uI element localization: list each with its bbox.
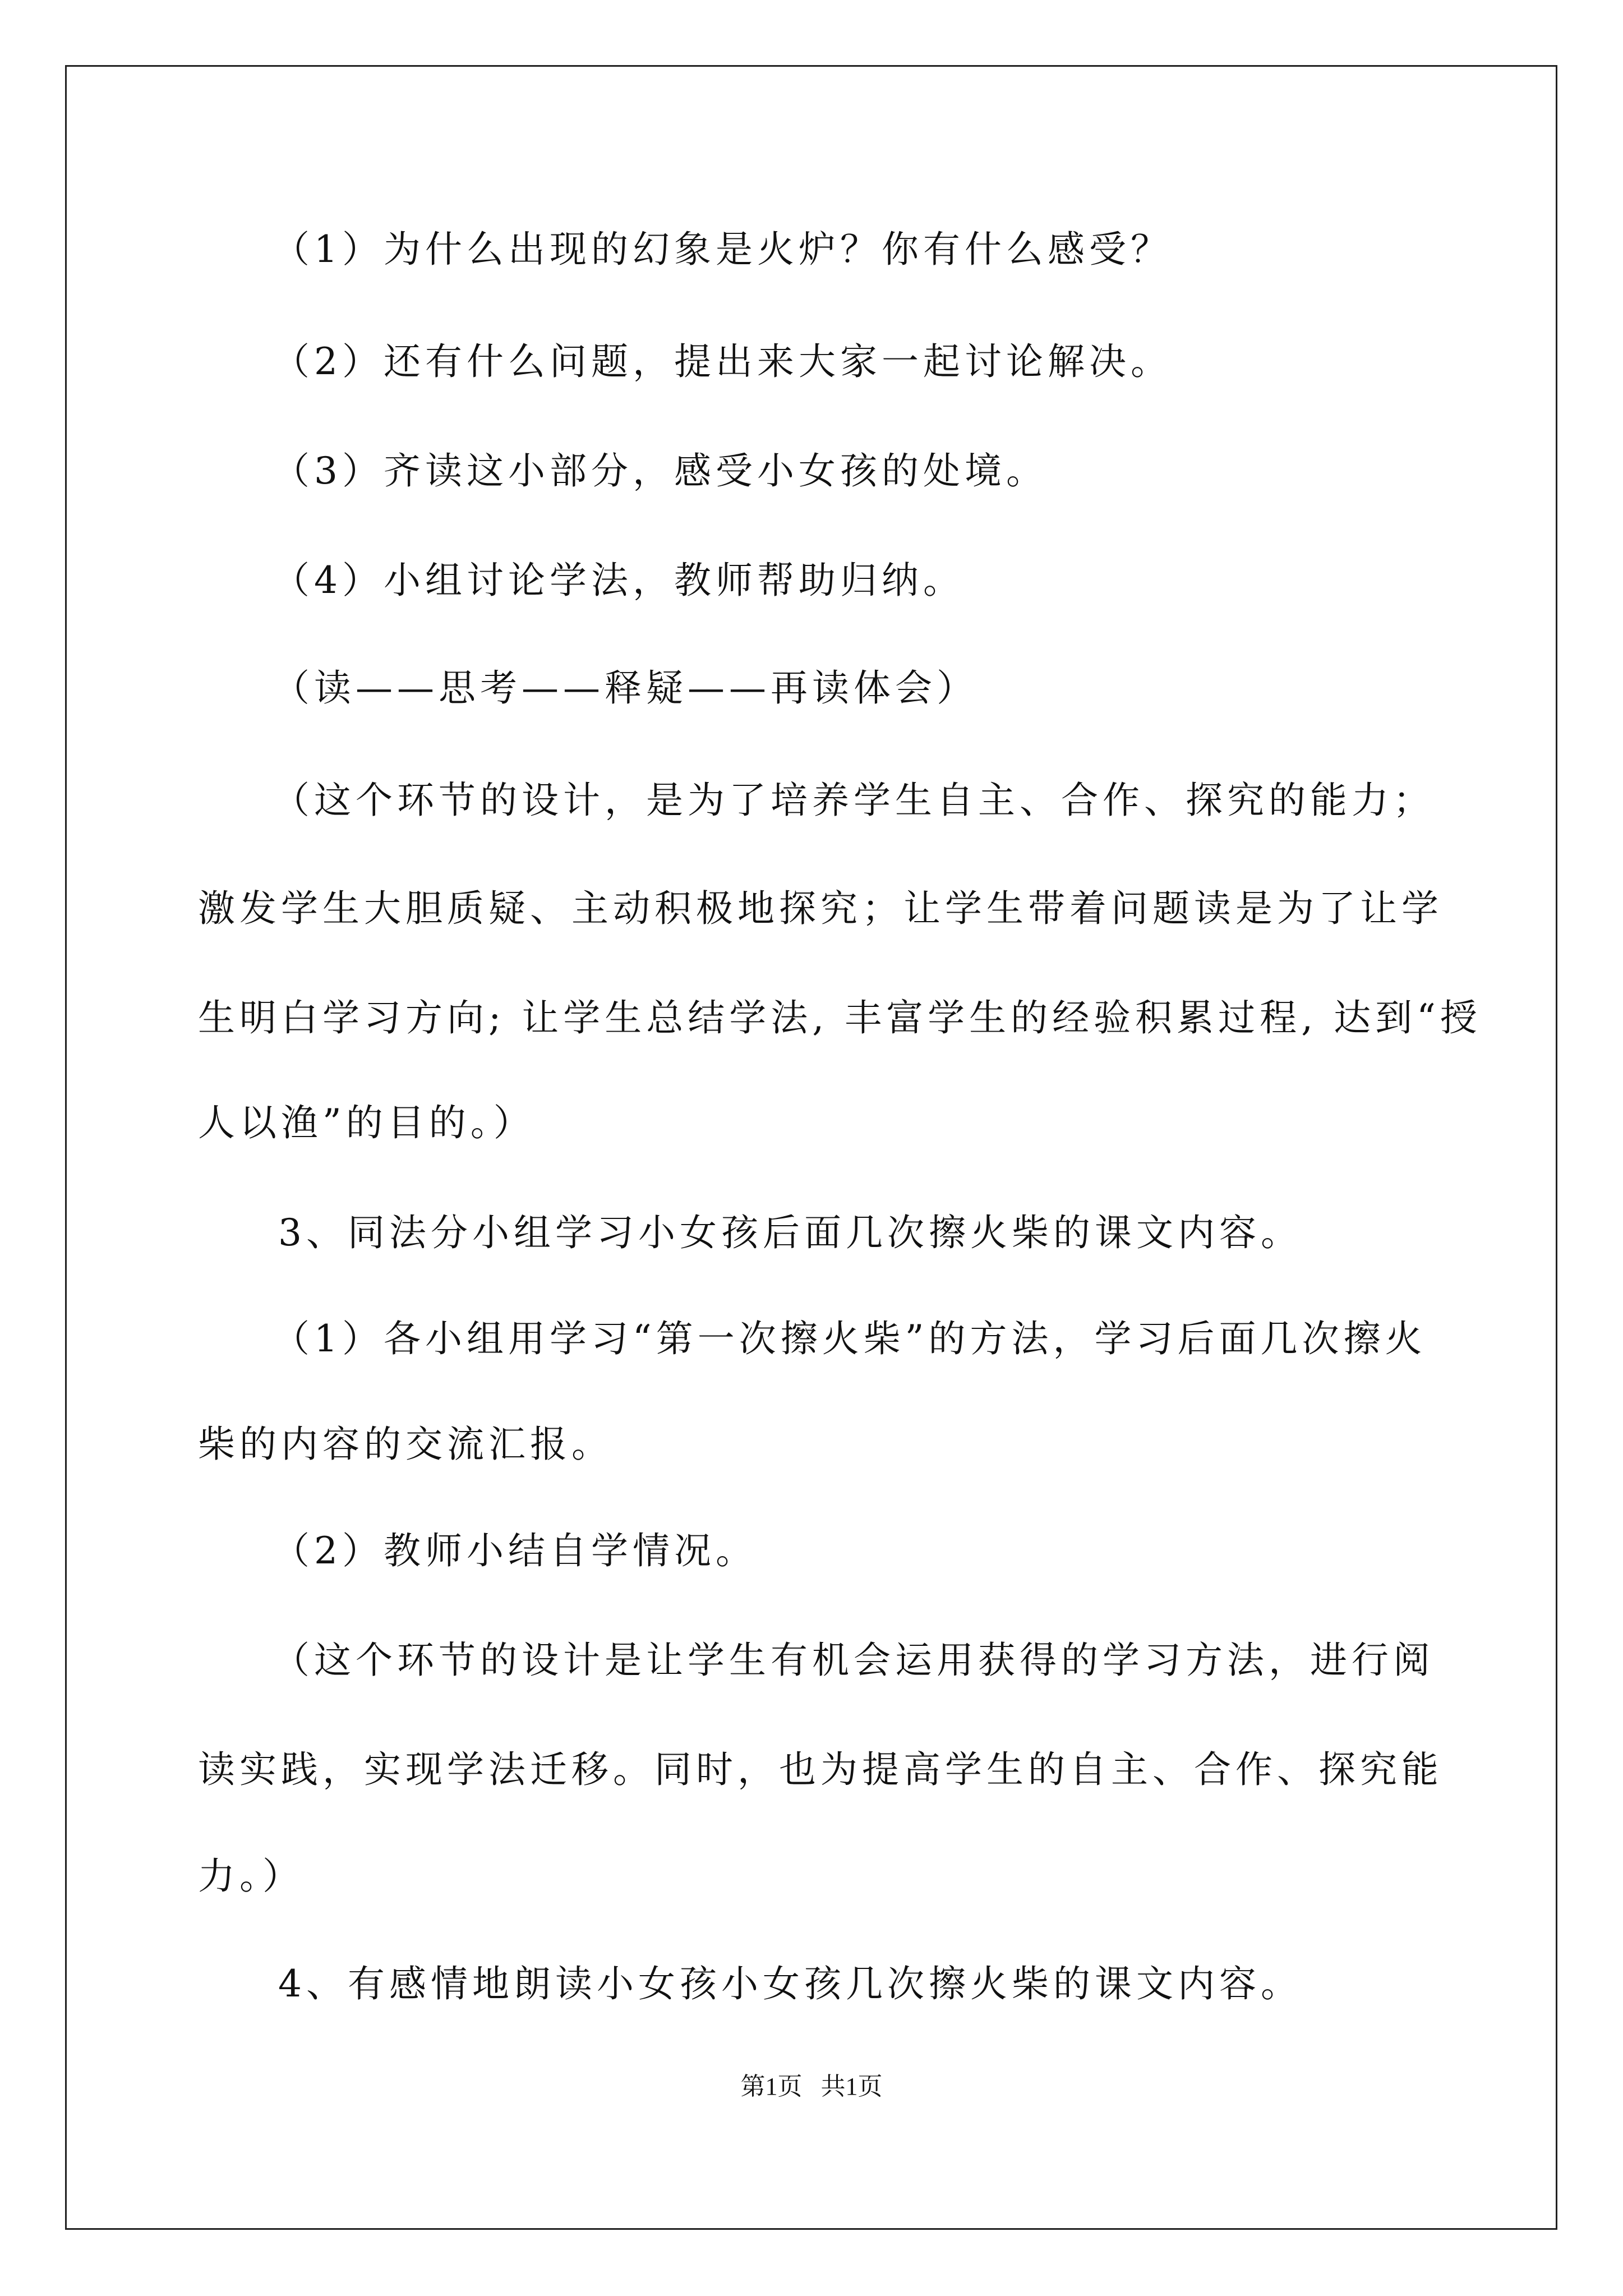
page-footer: 第1页 共1页 xyxy=(740,2073,883,2100)
text-line: 柴的内容的交流汇报。 xyxy=(198,1423,613,1466)
text-line: （这个环节的设计，是为了培养学生自主、合作、探究的能力； xyxy=(273,779,1435,822)
text-line: （这个环节的设计是让学生有机会运用获得的学习方法，进行阅 xyxy=(273,1639,1435,1682)
text-line: （1）各小组用学习“第一次擦火柴”的方法，学习后面几次擦火 xyxy=(273,1317,1427,1360)
text-line: （4）小组讨论学法，教师帮助归纳。 xyxy=(273,559,965,602)
text-line: 3、同法分小组学习小女孩后面几次擦火柴的课文内容。 xyxy=(278,1211,1302,1254)
text-line: （读——思考——释疑——再读体会） xyxy=(273,666,978,710)
text-line: 力。） xyxy=(198,1855,304,1898)
text-line: 激发学生大胆质疑、主动积极地探究；让学生带着问题读是为了让学 xyxy=(198,887,1443,930)
text-line: 4、有感情地朗读小女孩小女孩几次擦火柴的课文内容。 xyxy=(278,1962,1302,2005)
text-line: （1）为什么出现的幻象是火炉？你有什么感受？ xyxy=(273,228,1172,271)
text-line: （2）教师小结自学情况。 xyxy=(273,1529,757,1572)
text-line: （3）齐读这小部分，感受小女孩的处境。 xyxy=(273,449,1048,493)
text-line: （2）还有什么问题，提出来大家一起讨论解决。 xyxy=(273,340,1172,383)
text-line: 人以渔”的目的。） xyxy=(198,1101,535,1144)
text-line: 读实践，实现学法迁移。同时，也为提高学生的自主、合作、探究能 xyxy=(198,1748,1443,1791)
text-line: 生明白学习方向; 让学生总结学法, 丰富学生的经验积累过程, 达到“授 xyxy=(198,996,1482,1039)
